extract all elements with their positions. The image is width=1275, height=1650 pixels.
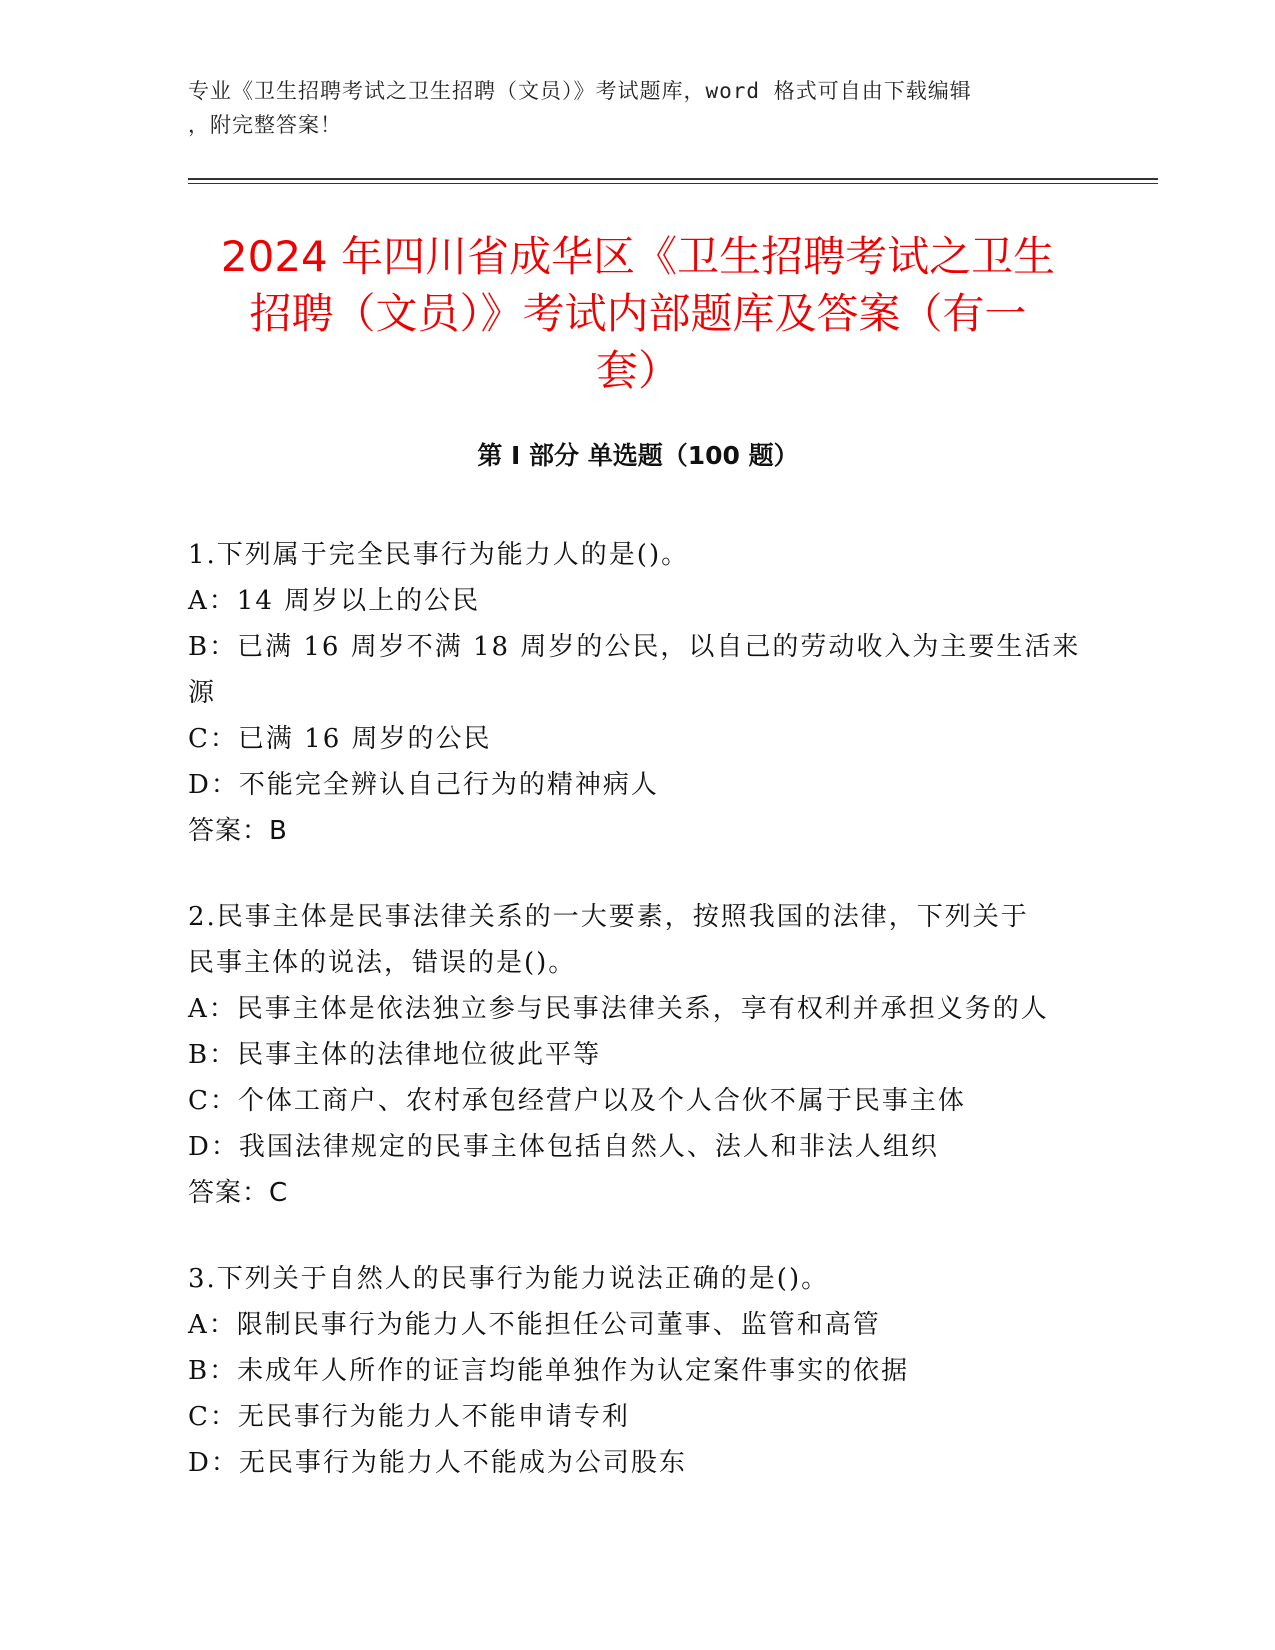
option-d: D：无民事行为能力人不能成为公司股东 [188,1448,687,1478]
header-note [188,74,1088,142]
document-title [188,228,1088,399]
question-1 [188,532,1088,854]
option-b: B：未成年人所作的证言均能单独作为认定案件事实的依据 [188,1356,910,1386]
header-note-line-1: 专业《卫生招聘考试之卫生招聘（文员）》考试题库，word 格式可自由下载编辑 [188,79,972,103]
option-c: C：已满 16 周岁的公民 [188,724,492,754]
header-note-line-2: ，附完整答案！ [188,113,342,137]
answer-label: 答案：C [188,1178,289,1208]
option-c: C：个体工商户、农村承包经营户以及个人合伙不属于民事主体 [188,1086,966,1116]
question-stem: 1.下列属于完全民事行为能力人的是()。 [188,540,690,570]
option-d: D：我国法律规定的民事主体包括自然人、法人和非法人组织 [188,1132,939,1162]
section-heading: 第 I 部分 单选题（100 题） [477,441,799,470]
header-divider-thick [188,178,1158,180]
title-line-2: 招聘（文员）》考试内部题库及答案（有一 [249,289,1027,338]
option-a: A：14 周岁以上的公民 [188,586,481,616]
option-b: B：民事主体的法律地位彼此平等 [188,1040,602,1070]
question-stem-line-1: 2.民事主体是民事法律关系的一大要素，按照我国的法律，下列关于 [188,902,1029,932]
option-b: B：已满 16 周岁不满 18 周岁的公民，以自己的劳动收入为主要生活来 [188,632,1081,662]
question-2 [188,894,1088,1216]
option-d: D：不能完全辨认自己行为的精神病人 [188,770,659,800]
question-stem-line-2: 民事主体的说法，错误的是()。 [188,948,577,978]
header-divider-thin [188,183,1158,184]
question-3 [188,1256,1088,1486]
option-b-continued: 源 [188,678,217,708]
title-line-1: 2024 年四川省成华区《卫生招聘考试之卫生 [220,232,1056,281]
question-stem: 3.下列关于自然人的民事行为能力说法正确的是()。 [188,1264,830,1294]
option-a: A：民事主体是依法独立参与民事法律关系，享有权利并承担义务的人 [188,994,1049,1024]
title-line-3: 套） [595,346,680,395]
answer-label: 答案：B [188,816,288,846]
option-c: C：无民事行为能力人不能申请专利 [188,1402,630,1432]
option-a: A：限制民事行为能力人不能担任公司董事、监管和高管 [188,1310,881,1340]
